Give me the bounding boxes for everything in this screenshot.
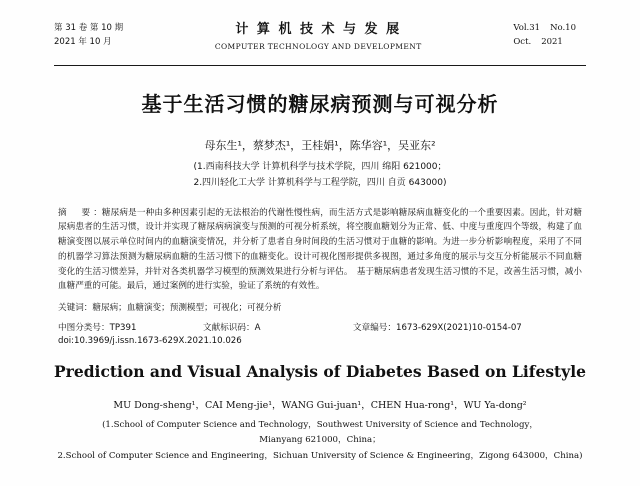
journal-name-en: COMPUTER TECHNOLOGY AND DEVELOPMENT [214, 42, 422, 51]
document-code [203, 321, 353, 333]
clc-value: TP391 [109, 322, 137, 333]
affiliation-cn-1: (1.西南科技大学 计算机科学与技术学院，四川 绵阳 621000； [193, 162, 447, 172]
abstract-cn [54, 206, 586, 295]
article-id [353, 321, 582, 333]
issue-date-line: 2021 年 10 月 [54, 36, 112, 47]
doi-line: doi:10.3969/j.issn.1673-629X.2021.10.026 [58, 335, 242, 346]
page-title-en: Prediction and Visual Analysis of Diabetes Based on Lifestyle [54, 361, 586, 381]
keywords-value: 糖尿病；血糖演变；预测模型；可视化；可视分析 [92, 303, 282, 314]
affiliation-en-3: 2.School of Computer Science and Engineering，Sichuan University of Science & Engineering，Zigong 643000，China) [57, 450, 583, 461]
volume-label: Vol.31 [513, 23, 541, 33]
article-id-value: 1673-629X(2021)10-0154-07 [395, 322, 522, 333]
year-label: 2021 [541, 36, 563, 47]
page-title: 基于生活习惯的糖尿病预测与可视分析 [141, 92, 499, 116]
keywords-label: 关键词： [58, 303, 93, 314]
keywords-cn [54, 301, 586, 316]
paper-metadata [54, 321, 586, 333]
article-id-label: 文章编号： [353, 322, 396, 333]
month-label: Oct. [513, 36, 532, 47]
abstract-label: 摘 要 [58, 207, 94, 218]
volume-info-en [513, 18, 586, 49]
affiliation-en-1: (1.School of Computer Science and Technology，Southwest University of Science and Technology， [102, 419, 538, 430]
affiliation-cn-2: 2.四川轻化工大学 计算机科学与工程学院，四川 自贡 643000) [193, 177, 447, 188]
journal-name [123, 18, 513, 51]
journal-name-cn: 计 算 机 技 术 与 发 展 [235, 22, 402, 37]
clc-label: 中图分类号： [58, 322, 110, 333]
masthead-divider [54, 65, 586, 66]
volume-issue-line: 第 31 卷 第 10 期 [54, 23, 124, 33]
abstract-text: ：糖尿病是一种由多种因素引起的无法根治的代谢性慢性病，而生活方式是影响糖尿病血糖变化的一个重要因素。因此，针对糖尿病患者的生活习惯，设计并实现了糖尿病病演变与预测的可视分析系统，将空腹血糖划分为正常、低、中度与重度四个等级，构建了血糖演变图以展示单位时间内的血糖演变情况，并分析了患者自身时间段的生活习惯对于血糖的影响。为进一步分析影响程度，采用了不同的机器学习算法预测为糖尿病血糖的生活习惯下的血糖变化。设计可视化图形提供多视图，通过多角度的展示与交互分析能展示不同血糖变化的生活习惯差异，并针对各类机器学习模型的预测效果进行分析与评估。 基于糖尿病患者发现生活习惯的不足，改善生活习惯，减小血糖严重的可能。最后，通过案例的进行实验，验证了系统的有效性。 [58, 207, 582, 292]
affiliation-en-2: Mianyang 621000，China； [259, 435, 381, 446]
volume-info [54, 18, 123, 49]
number-label: No.10 [550, 23, 576, 33]
document-code-label: 文献标识码： [203, 322, 255, 333]
clc-number [58, 321, 203, 333]
authors-cn: 母东生¹，蔡梦杰¹，王桂娟¹，陈华容¹，吴亚东² [204, 139, 436, 152]
affiliations-cn [54, 160, 586, 192]
authors-en: MU Dong-sheng¹，CAI Meng-jie¹，WANG Gui-juan¹，CHEN Hua-rong¹，WU Ya-dong² [113, 399, 527, 411]
running-head [54, 18, 586, 62]
document-code-value: A [254, 322, 261, 333]
affiliations-en [54, 418, 586, 464]
